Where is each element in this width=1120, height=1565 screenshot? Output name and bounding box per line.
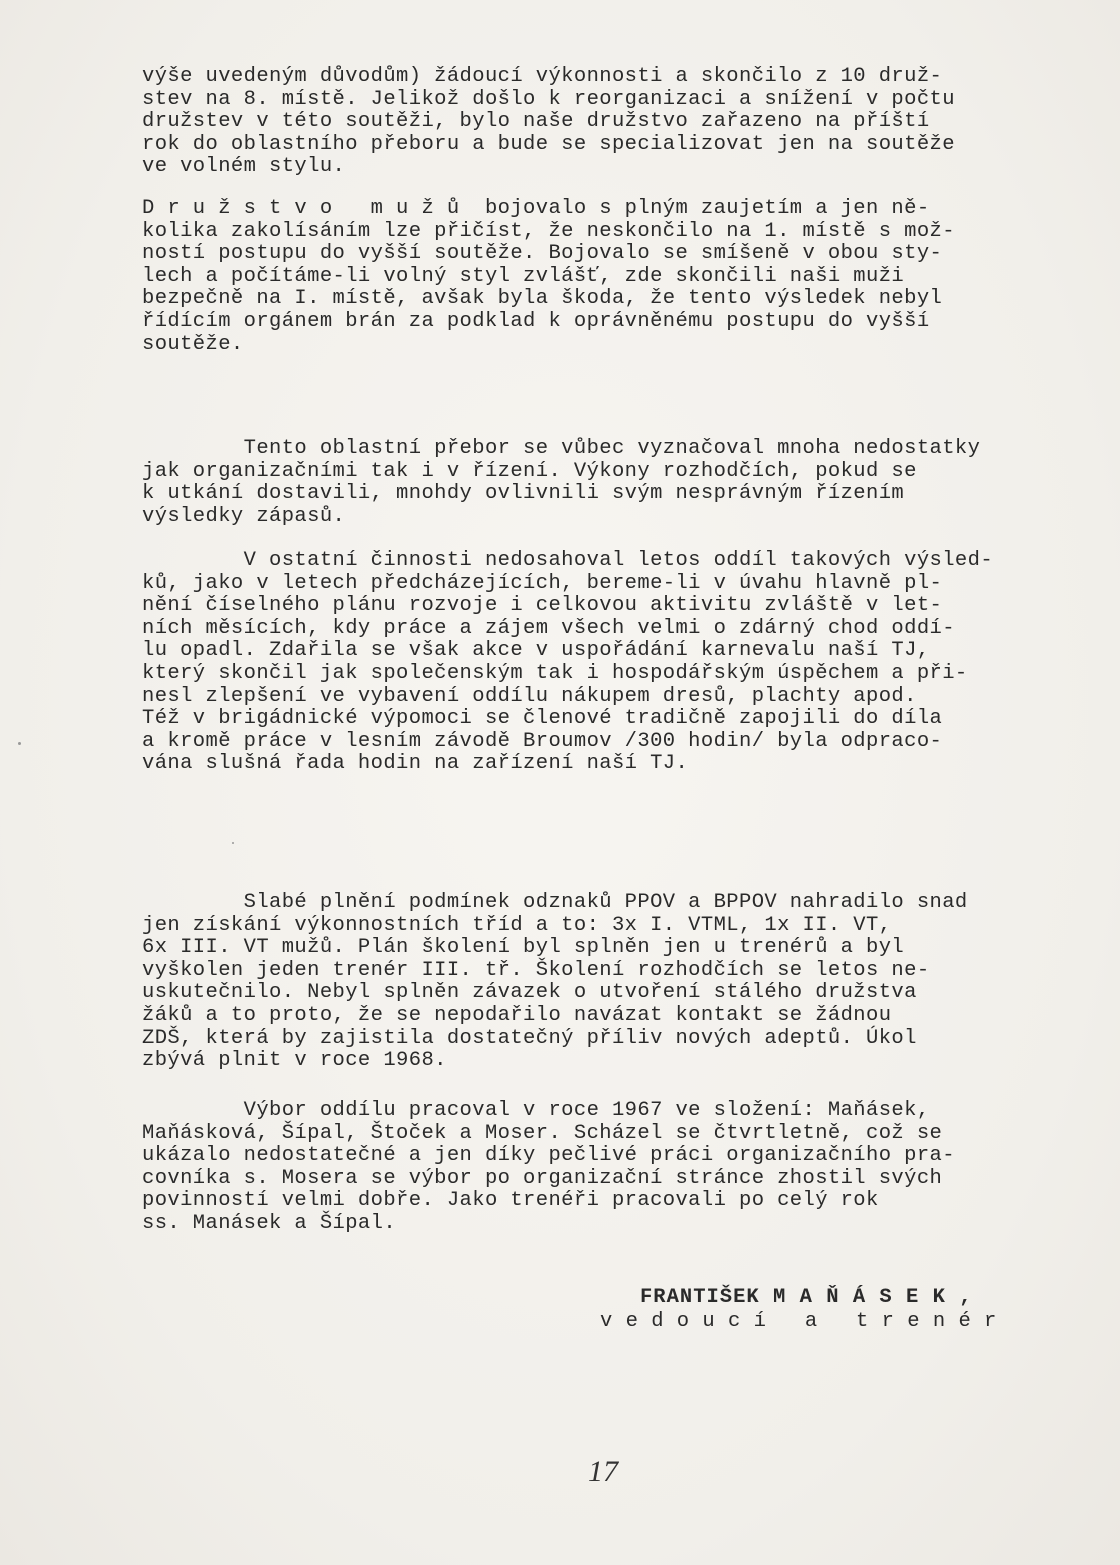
- signature-role: v e d o u c í a t r e n é r: [600, 1310, 997, 1333]
- signature-block: [600, 1286, 1060, 1334]
- text-line: D r u ž s t v o m u ž ů bojovalo s plným zaujetím a jen ně-: [142, 197, 930, 220]
- text-line: ss. Manásek a Šípal.: [142, 1211, 397, 1235]
- text-line: ků, jako v letech předcházejících, bereme-li v úvahu hlavně pl-: [142, 571, 943, 595]
- paragraph-other-activity: [142, 550, 1062, 776]
- text-line: žáků a to proto, že se nepodařilo navázat kontakt se žádnou: [142, 1003, 892, 1027]
- paragraph-mens-team: [142, 198, 1062, 356]
- text-line: vána slušná řada hodin na zařízení naší TJ.: [142, 752, 689, 776]
- text-line: covníka s. Mosera se výbor po organizační stránce zhostil svých: [142, 1166, 943, 1190]
- text-line: družstev v této soutěži, bylo naše družstvo zařazeno na příští: [142, 110, 930, 134]
- text-line: řídícím orgánem brán za podklad k oprávněnému postupu do vyšší: [142, 309, 930, 333]
- paragraph-regional-championship: [142, 438, 1062, 528]
- text-line: ve volném stylu.: [142, 155, 346, 179]
- text-line: uskutečnilo. Nebyl splněn závazek o utvoření stálého družstva: [142, 981, 917, 1005]
- signature-name: FRANTIŠEK M A Ň Á S E K ,: [640, 1286, 973, 1309]
- text-line: ností postupu do vyšší soutěže. Bojovalo se smíšeně v obou sty-: [142, 242, 943, 266]
- text-line: a kromě práce v lesním závodě Broumov /300 hodin/ byla odpraco-: [142, 729, 943, 753]
- text-line: ních měsících, kdy práce a zájem všech velmi o zdárný chod oddí-: [142, 616, 955, 640]
- page-number: 17: [588, 1455, 618, 1488]
- text-line: ZDŠ, která by zajistila dostatečný příliv nových adeptů. Úkol: [142, 1026, 917, 1050]
- text-line: Tento oblastní přebor se vůbec vyznačoval mnoha nedostatky: [142, 437, 981, 460]
- text-line: povinností velmi dobře. Jako trenéři pracovali po celý rok: [142, 1189, 879, 1213]
- paragraph-team-result: [142, 66, 1062, 179]
- text-line: soutěže.: [142, 332, 244, 356]
- text-line: nění číselného plánu rozvoje i celkovou aktivitu zvláště v let-: [142, 594, 943, 618]
- text-line: vyškolen jeden trenér III. tř. Školení rozhodčích se letos ne-: [142, 958, 930, 982]
- text-line: V ostatní činnosti nedosahoval letos oddíl takových výsled-: [142, 549, 994, 572]
- text-line: Maňásková, Šípal, Štoček a Moser. Scházel se čtvrtletně, což se: [142, 1121, 943, 1145]
- text-line: stev na 8. místě. Jelikož došlo k reorganizaci a snížení v počtu: [142, 87, 955, 111]
- text-line: lu opadl. Zdařila se však akce v uspořádání karnevalu naší TJ,: [142, 639, 930, 663]
- text-line: který skončil jak společenským tak i hospodářským úspěchem a při-: [142, 661, 968, 685]
- paragraph-committee: [142, 1100, 1062, 1236]
- text-line: 6x III. VT mužů. Plán školení byl splněn jen u trenérů a byl: [142, 936, 905, 960]
- text-line: zbývá plnit v roce 1968.: [142, 1049, 447, 1073]
- text-line: ukázalo nedostatečné a jen díky pečlivé práci organizačního pra-: [142, 1144, 955, 1168]
- text-line: jen získání výkonnostních tříd a to: 3x I. VTML, 1x II. VT,: [142, 913, 892, 937]
- text-line: jak organizačními tak i v řízení. Výkony rozhodčích, pokud se: [142, 459, 917, 483]
- text-line: Slabé plnění podmínek odznaků PPOV a BPPOV nahradilo snad: [142, 891, 968, 914]
- paper-speck: [232, 842, 234, 844]
- text-line: Též v brigádnické výpomoci se členové tradičně zapojili do díla: [142, 707, 943, 731]
- text-line: bezpečně na I. místě, avšak byla škoda, že tento výsledek nebyl: [142, 287, 943, 311]
- text-line: lech a počítáme-li volný styl zvlášť, zde skončili naši muži: [142, 264, 905, 288]
- text-line: Výbor oddílu pracoval v roce 1967 ve složení: Maňásek,: [142, 1099, 930, 1122]
- paper-speck: [18, 742, 21, 745]
- text-line: k utkání dostavili, mnohdy ovlivnili svým nesprávným řízením: [142, 482, 905, 506]
- text-line: rok do oblastního přeboru a bude se specializovat jen na soutěže: [142, 132, 955, 156]
- text-line: výsledky zápasů.: [142, 504, 346, 528]
- text-line: kolika zakolísáním lze přičíst, že neskončilo na 1. místě s mož-: [142, 219, 955, 243]
- text-line: výše uvedeným důvodům) žádoucí výkonnosti a skončilo z 10 druž-: [142, 65, 943, 88]
- text-line: nesl zlepšení ve vybavení oddílu nákupem dresů, plachty apod.: [142, 684, 917, 708]
- paragraph-badges-training: [142, 892, 1062, 1073]
